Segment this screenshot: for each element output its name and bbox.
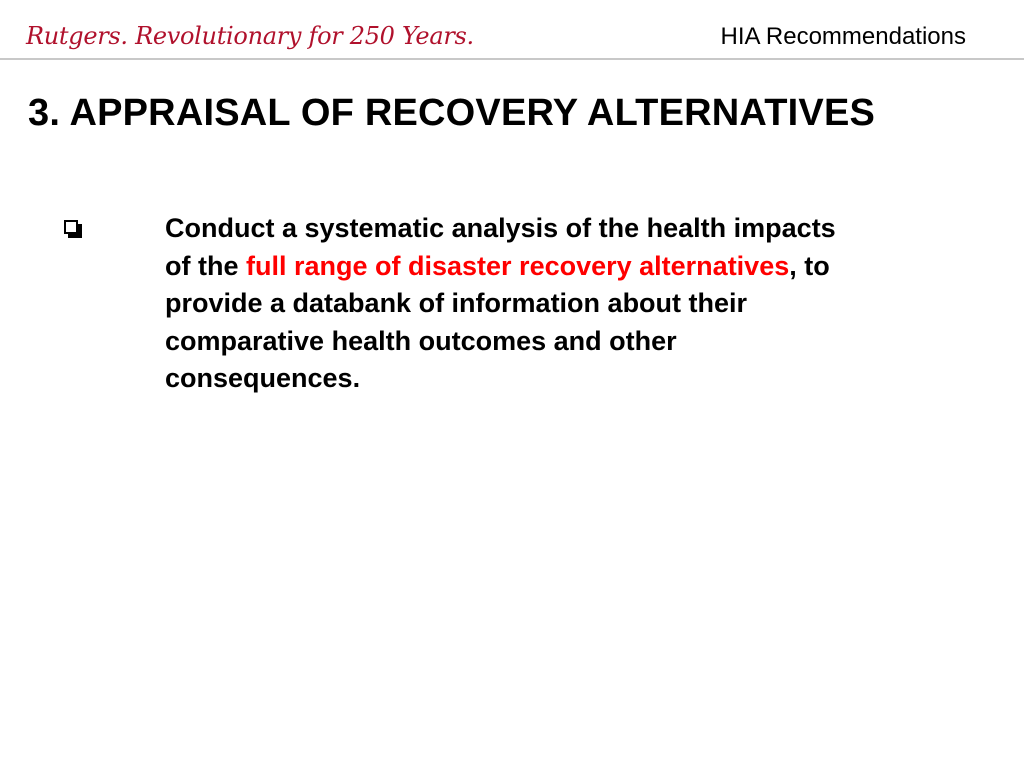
bullet-text-pre: of the	[165, 250, 246, 281]
bullet-line-1: Conduct a systematic analysis of the health impacts	[165, 213, 836, 243]
section-title: HIA Recommendations	[720, 23, 966, 50]
bullet-line-4: comparative health outcomes and other	[165, 325, 677, 356]
bullet-line-3: provide a databank of information about their	[165, 288, 748, 318]
highlighted-phrase: full range of disaster recovery alternatives	[246, 250, 790, 281]
bullet-line-5: consequences.	[165, 363, 361, 393]
bullet-box	[64, 220, 78, 234]
rutgers-brand-wordmark: Rutgers. Revolutionary for 250 Years.	[26, 22, 474, 50]
bullet-text-post: , to	[789, 250, 830, 281]
page-title: 3. APPRAISAL OF RECOVERY ALTERNATIVES	[28, 92, 876, 134]
bullet-text	[165, 210, 965, 398]
header-divider	[0, 58, 1024, 60]
hollow-square-bullet-icon	[60, 214, 100, 244]
